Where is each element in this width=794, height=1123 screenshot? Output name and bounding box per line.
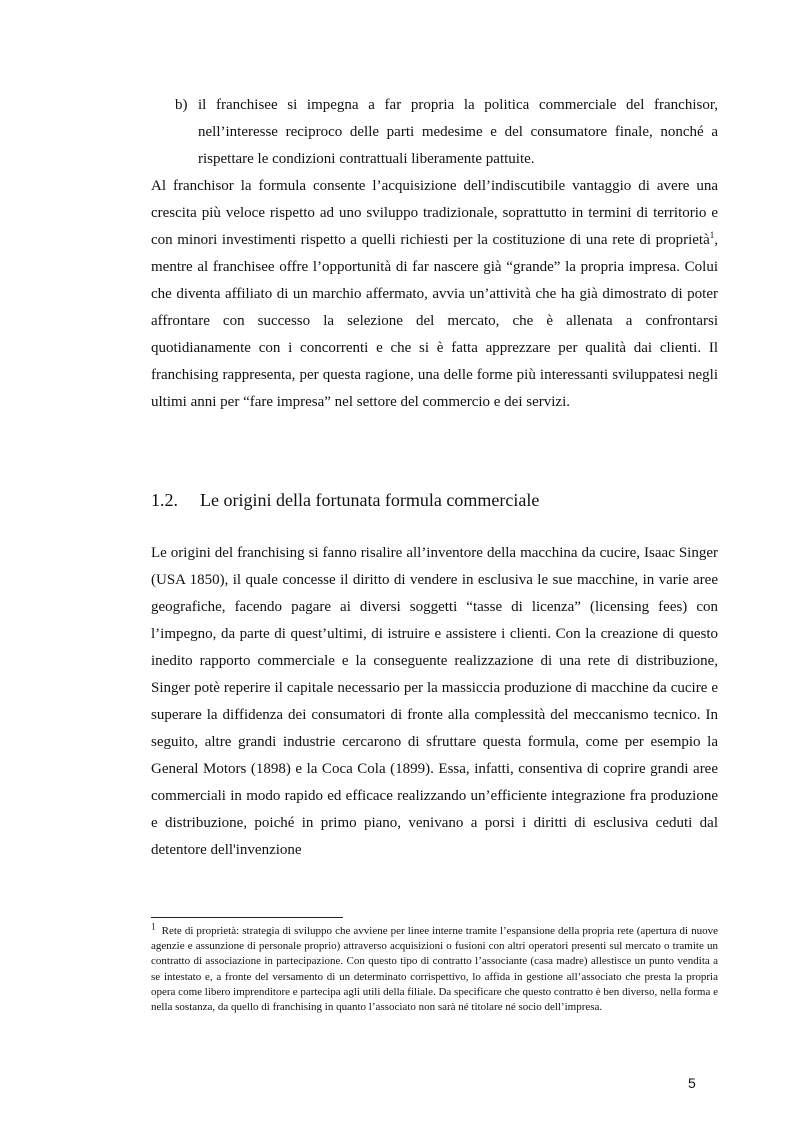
footnote-reference: 1 (709, 230, 715, 240)
footnote (151, 921, 718, 1015)
page-body (151, 92, 718, 864)
footnote-divider (151, 917, 343, 918)
section-number: 1.2. (151, 490, 178, 510)
list-item-text: il franchisee si impegna a far propria la politica commerciale del franchisor, nell’interesse reciproco delle parti medesime e del consumatore finale, nonché a rispettare le condizioni contrattuali liberamente pattuite. (198, 97, 718, 167)
section-title: Le origini della fortunata formula commerciale (200, 490, 540, 510)
list-marker: b) (175, 97, 188, 113)
footnote-marker: 1 (151, 921, 156, 932)
page-number: 5 (688, 1075, 696, 1091)
section-heading (151, 488, 718, 512)
paragraph-text-part-1: Al franchisor la formula consente l’acquisizione dell’indiscutibile vantaggio di avere una crescita più veloce rispetto ad uno sviluppo tradizionale, soprattutto in termini di territorio e con minori investimenti rispetto a quelli richiesti per la costituzione di una rete di proprietà (151, 178, 718, 248)
paragraph-origins: Le origini del franchising si fanno risalire all’inventore della macchina da cucire, Isaac Singer (USA 1850), il quale concesse il diritto di vendere in esclusiva le sue macchine, in varie aree geografiche, facendo pagare ai diversi soggetti “tasse di licenza” (licensing fees) con l’impegno, da parte di quest’ultimi, di istruire e assistere i clienti. Con la creazione di questo inedito rapporto commerciale e la conseguente realizzazione di una rete di distribuzione, Singer potè reperire il capitale necessario per la massiccia produzione di macchine da cucire e superare la diffidenza dei consumatori di fronte alla complessità del meccanismo tecnico. In seguito, altre grandi industrie cercarono di sfruttare questa formula, come per esempio la General Motors (1898) e la Coca Cola (1899). Essa, infatti, consentiva di coprire grandi aree commerciali in modo rapido ed efficace realizzando un’efficiente integrazione fra produzione e distribuzione, poiché in primo piano, venivano a porsi i diritti di esclusiva ceduti dal detentore dell'invenzione (151, 545, 718, 858)
paragraph-text-part-2: , mentre al franchisee offre l’opportunità di far nascere già “grande” la propria impresa. Colui che diventa affiliato di un marchio affermato, avvia un’attività che ha già dimostrato di poter affrontare con successo la selezione del mercato, che è allenata a confrontarsi quotidianamente con i concorrenti e che si è fatta apprezzare per qualità dai clienti. Il franchising rappresenta, per questa ragione, una delle forme più interessanti sviluppatesi negli ultimi anni per “fare impresa” nel settore del commercio e dei servizi. (151, 232, 718, 410)
list-item-b (151, 92, 718, 173)
paragraph-franchisor-advantages (151, 173, 718, 416)
footnote-text: Rete di proprietà: strategia di sviluppo che avviene per linee interne tramite l’espansione della propria rete (apertura di nuove agenzie e assunzione di personale proprio) attraverso acquisizioni o fusioni con altri operatori presenti sul mercato o tramite un contratto di associazione in partecipazione. Con questo tipo di contratto l’associante (casa madre) allestisce un punto vendita a se intestato e, a fronte del versamento di un determinato corrispettivo, lo affida in gestione all’associato che presta la propria opera come libero imprenditore e partecipa agli utili della filiale. Da specificare che questo contratto è ben diverso, nella forma e nella sostanza, da quello di franchising in quanto l’associato non sarà né titolare né socio dell’impresa. (151, 925, 718, 1014)
